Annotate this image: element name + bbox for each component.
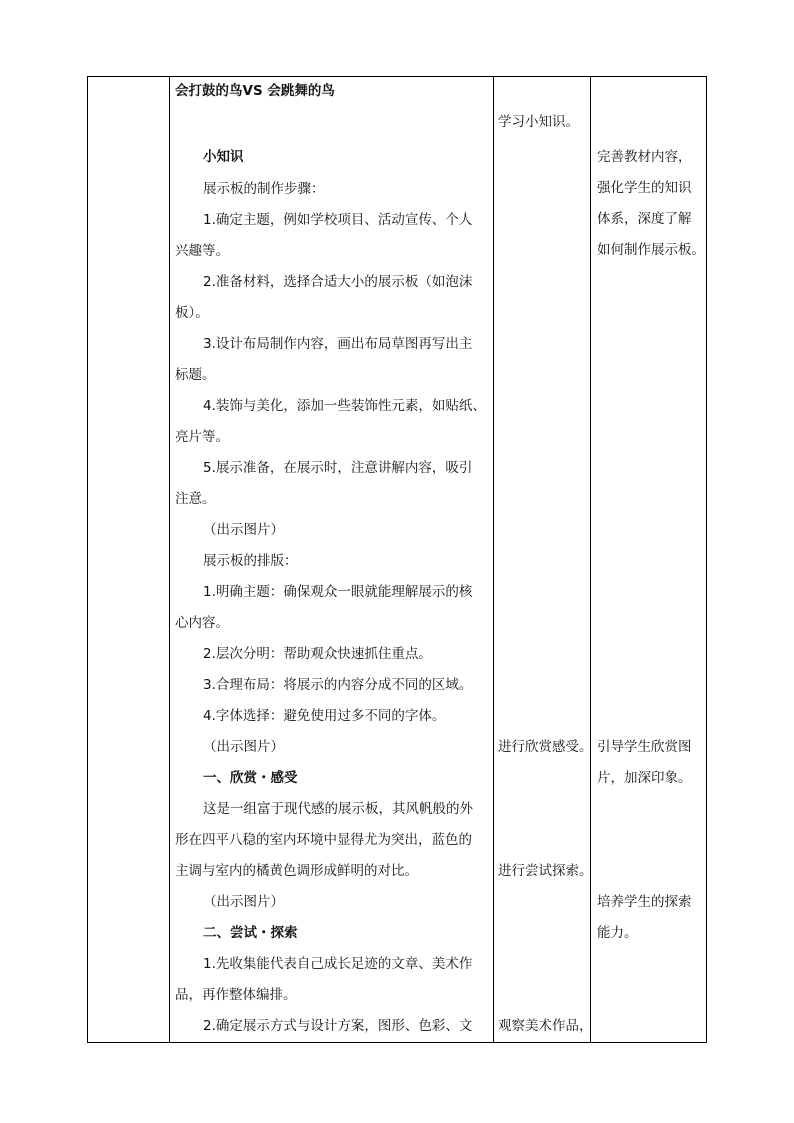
column-divider bbox=[493, 77, 494, 1042]
lesson-plan-table bbox=[87, 76, 707, 1043]
student-activity: 观察美术作品， bbox=[498, 1018, 593, 1034]
step-line: 4.装饰与美化，添加一些装饰性元素，如贴纸、 bbox=[203, 398, 486, 414]
layout-heading: 展示板的排版： bbox=[203, 553, 298, 569]
section2-text: 1.先收集能代表自己成长足迹的文章、美术作 bbox=[203, 956, 473, 972]
show-image-note: （出示图片） bbox=[203, 894, 284, 910]
step-line: 3.设计布局制作内容，画出布局草图再写出主 bbox=[203, 336, 473, 352]
section2-text: 品，再作整体编排。 bbox=[175, 987, 297, 1003]
student-activity: 学习小知识。 bbox=[498, 114, 579, 130]
step-line: 亮片等。 bbox=[175, 429, 229, 445]
step-line: 注意。 bbox=[175, 491, 216, 507]
layout-line: 4.字体选择：避免使用过多不同的字体。 bbox=[203, 708, 446, 724]
show-image-note: （出示图片） bbox=[203, 522, 284, 538]
layout-line: 1.明确主题：确保观众一眼就能理解展示的核 bbox=[203, 584, 473, 600]
step-line: 标题。 bbox=[175, 367, 216, 383]
design-intent: 引导学生欣赏图 bbox=[597, 739, 692, 755]
step-line: 1.确定主题，例如学校项目、活动宣传、个人 bbox=[203, 212, 473, 228]
column-divider bbox=[590, 77, 591, 1042]
content-title: 会打鼓的鸟VS 会跳舞的鸟 bbox=[175, 83, 335, 99]
design-intent: 体系，深度了解 bbox=[597, 211, 692, 227]
design-intent: 片，加深印象。 bbox=[597, 770, 692, 786]
step-line: 2.准备材料，选择合适大小的展示板（如泡沫 bbox=[203, 274, 473, 290]
step-line: 5.展示准备，在展示时，注意讲解内容，吸引 bbox=[203, 460, 473, 476]
step-line: 板）。 bbox=[175, 305, 209, 321]
student-activity: 进行尝试探索。 bbox=[498, 863, 593, 879]
design-intent: 强化学生的知识 bbox=[597, 180, 692, 196]
layout-line: 3.合理布局：将展示的内容分成不同的区域。 bbox=[203, 677, 473, 693]
design-intent: 能力。 bbox=[597, 925, 638, 941]
step-line: 兴趣等。 bbox=[175, 243, 229, 259]
design-intent: 完善教材内容， bbox=[597, 149, 692, 165]
design-intent: 如何制作展示板。 bbox=[597, 242, 705, 258]
student-activity: 进行欣赏感受。 bbox=[498, 739, 593, 755]
section1-heading: 一、欣赏・感受 bbox=[203, 770, 298, 786]
knowledge-heading: 小知识 bbox=[203, 149, 244, 165]
steps-heading: 展示板的制作步骤： bbox=[203, 181, 325, 197]
section1-text: 主调与室内的橘黄色调形成鲜明的对比。 bbox=[175, 863, 418, 879]
section2-text: 2.确定展示方式与设计方案，图形、色彩、文 bbox=[203, 1018, 473, 1034]
section1-text: 形在四平八稳的室内环境中显得尤为突出，蓝色的 bbox=[175, 832, 472, 848]
layout-line: 心内容。 bbox=[175, 615, 229, 631]
section2-heading: 二、尝试・探索 bbox=[203, 925, 298, 941]
design-intent: 培养学生的探索 bbox=[597, 894, 692, 910]
column-divider bbox=[169, 77, 170, 1042]
layout-line: 2.层次分明：帮助观众快速抓住重点。 bbox=[203, 646, 432, 662]
section1-text: 这是一组富于现代感的展示板，其风帆般的外 bbox=[203, 801, 473, 817]
show-image-note: （出示图片） bbox=[203, 739, 284, 755]
